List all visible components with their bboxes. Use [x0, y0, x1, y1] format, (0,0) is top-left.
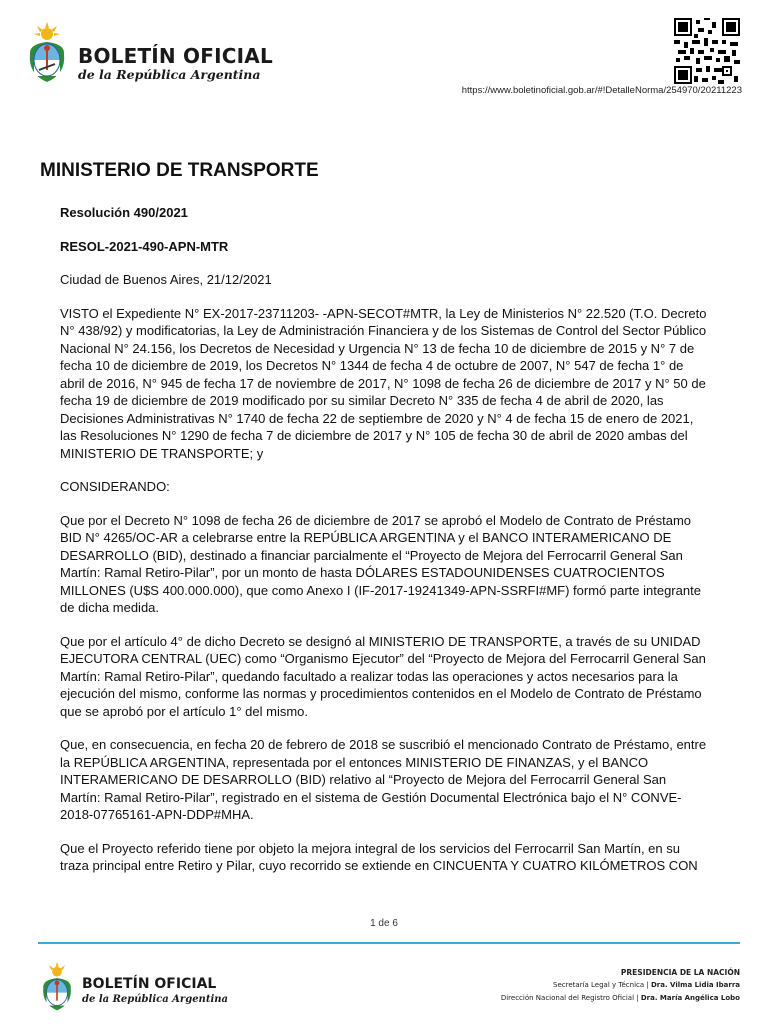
place-date: Ciudad de Buenos Aires, 21/12/2021 [60, 272, 272, 287]
credit-line-2-prefix: Dirección Nacional del Registro Oficial | [500, 994, 641, 1002]
qr-code-icon[interactable] [674, 18, 740, 84]
paragraph: Que, en consecuencia, en fecha 20 de febrero de 2018 se suscribió el mencionado Contrato de Préstamo, entre la REPÚBLICA ARGENTINA, representada por el entonces MINISTERIO DE FINANZAS, y el BANCO INTERAMERICANO DE DESARROLLO (BID) relativo al “Proyecto de Mejora del Ferrocarril General San Martín: Ramal Retiro-Pilar”, registrado en el sistema de Gestión Documental Electrónica bajo el N° CONVE-2018-07765161-APN-DDP#MHA. [60, 737, 707, 822]
paragraph: Que por el artículo 4° de dicho Decreto se designó al MINISTERIO DE TRANSPORTE, a través de su UNIDAD EJECUTORA CENTRAL (UEC) como “Organismo Ejecutor” del “Proyecto de Mejora del Ferrocarril General San Martín: Ramal Retiro-Pilar”, quedando facultado a realizar todas las operaciones y actos necesarios para la ejecución del mismo, conforme las normas y procedimientos contenidos en el Modelo de Contrato de Préstamo que se aprobó por el artículo 1° del mismo. [60, 633, 706, 719]
logo-title: BOLETÍN OFICIAL [78, 44, 273, 68]
presidency-label: PRESIDENCIA DE LA NACIÓN [620, 968, 740, 977]
document-url[interactable]: https://www.boletinoficial.gob.ar/#!DetalleNorma/254970/20211223 [461, 85, 742, 96]
footer-divider [38, 942, 740, 944]
page-header [0, 0, 768, 110]
paragraph: Que por el Decreto N° 1098 de fecha 26 de diciembre de 2017 se aprobó el Modelo de Contrato de Préstamo BID N° 4265/OC-AR a celebrarse entre la REPÚBLICA ARGENTINA y el BANCO INTERAMERICANO DE DESARROLLO (BID), destinado a financiar parcialmente el “Proyecto de Mejora del Ferrocarril General San Martín: Ramal Retiro-Pilar”, por un monto de hasta DÓLARES ESTADOUNIDENSES CUATROCIENTOS MILLONES (U$S 400.000.000), que como Anexo I (IF-2017-19241349-APN-SSRFI#MF) formó parte integrante de dicha medida. [60, 512, 701, 615]
paragraph-considerando: CONSIDERANDO: [60, 479, 170, 494]
credit-line-1 [501, 979, 740, 992]
resolution-number: Resolución 490/2021 [60, 205, 188, 220]
coat-of-arms-icon [26, 22, 68, 84]
resolution-reference: RESOL-2021-490-APN-MTR [60, 238, 229, 254]
credit-line-1-prefix: Secretaría Legal y Técnica | [553, 981, 651, 989]
paragraph-visto: VISTO el Expediente N° EX-2017-23711203- -APN-SECOT#MTR, la Ley de Ministerios N° 22.520 (T.O. Decreto N° 438/92) y modificatorias, la Ley de Administración Financiera y de los Sistemas de Control del Sector Público Nacional N° 24.156, los Decretos de Necesidad y Urgencia N° 13 de fecha 10 de diciembre de 2015 y N° 7 de fecha 10 de diciembre de 2019, los Decretos N° 1344 de fecha 4 de octubre de 2007, N° 547 de fecha 1° de abril de 2016, N° 945 de fecha 17 de noviembre de 2017, N° 1098 de fecha 26 de diciembre de 2017 y N° 50 de fecha 19 de diciembre de 2019 modificado por su similar Decreto N° 335 de fecha 4 de abril de 2020, las Decisiones Administrativas N° 1740 de fecha 22 de septiembre de 2020 y N° 4 de fecha 15 de enero de 2021, las Resoluciones N° 1290 de fecha 7 de diciembre de 2017 y N° 105 de fecha 30 de abril de 2020 ambas del MINISTERIO DE TRANSPORTE; y [60, 305, 707, 461]
page-indicator: 1 de 6 [370, 918, 398, 929]
ministry-title: MINISTERIO DE TRANSPORTE [40, 160, 319, 181]
logo-subtitle: de la República Argentina [78, 67, 261, 82]
credit-line-2-name: Dra. María Angélica Lobo [640, 994, 740, 1002]
footer-logo-subtitle: de la República Argentina [82, 994, 228, 1005]
paragraph: Que el Proyecto referido tiene por objeto la mejora integral de los servicios del Ferrocarril San Martín, en su traza principal entre Retiro y Pilar, cuyo recorrido se extiende en CINCUENTA Y CUATRO KILÓMETROS CON [60, 840, 698, 873]
document-body [60, 204, 710, 891]
footer-credits [501, 966, 740, 1005]
footer-logo-title: BOLETÍN OFICIAL [82, 976, 217, 992]
credit-line-1-name: Dra. Vilma Lidia Ibarra [650, 981, 740, 989]
coat-of-arms-icon [40, 962, 74, 1012]
credit-line-2 [501, 992, 740, 1005]
